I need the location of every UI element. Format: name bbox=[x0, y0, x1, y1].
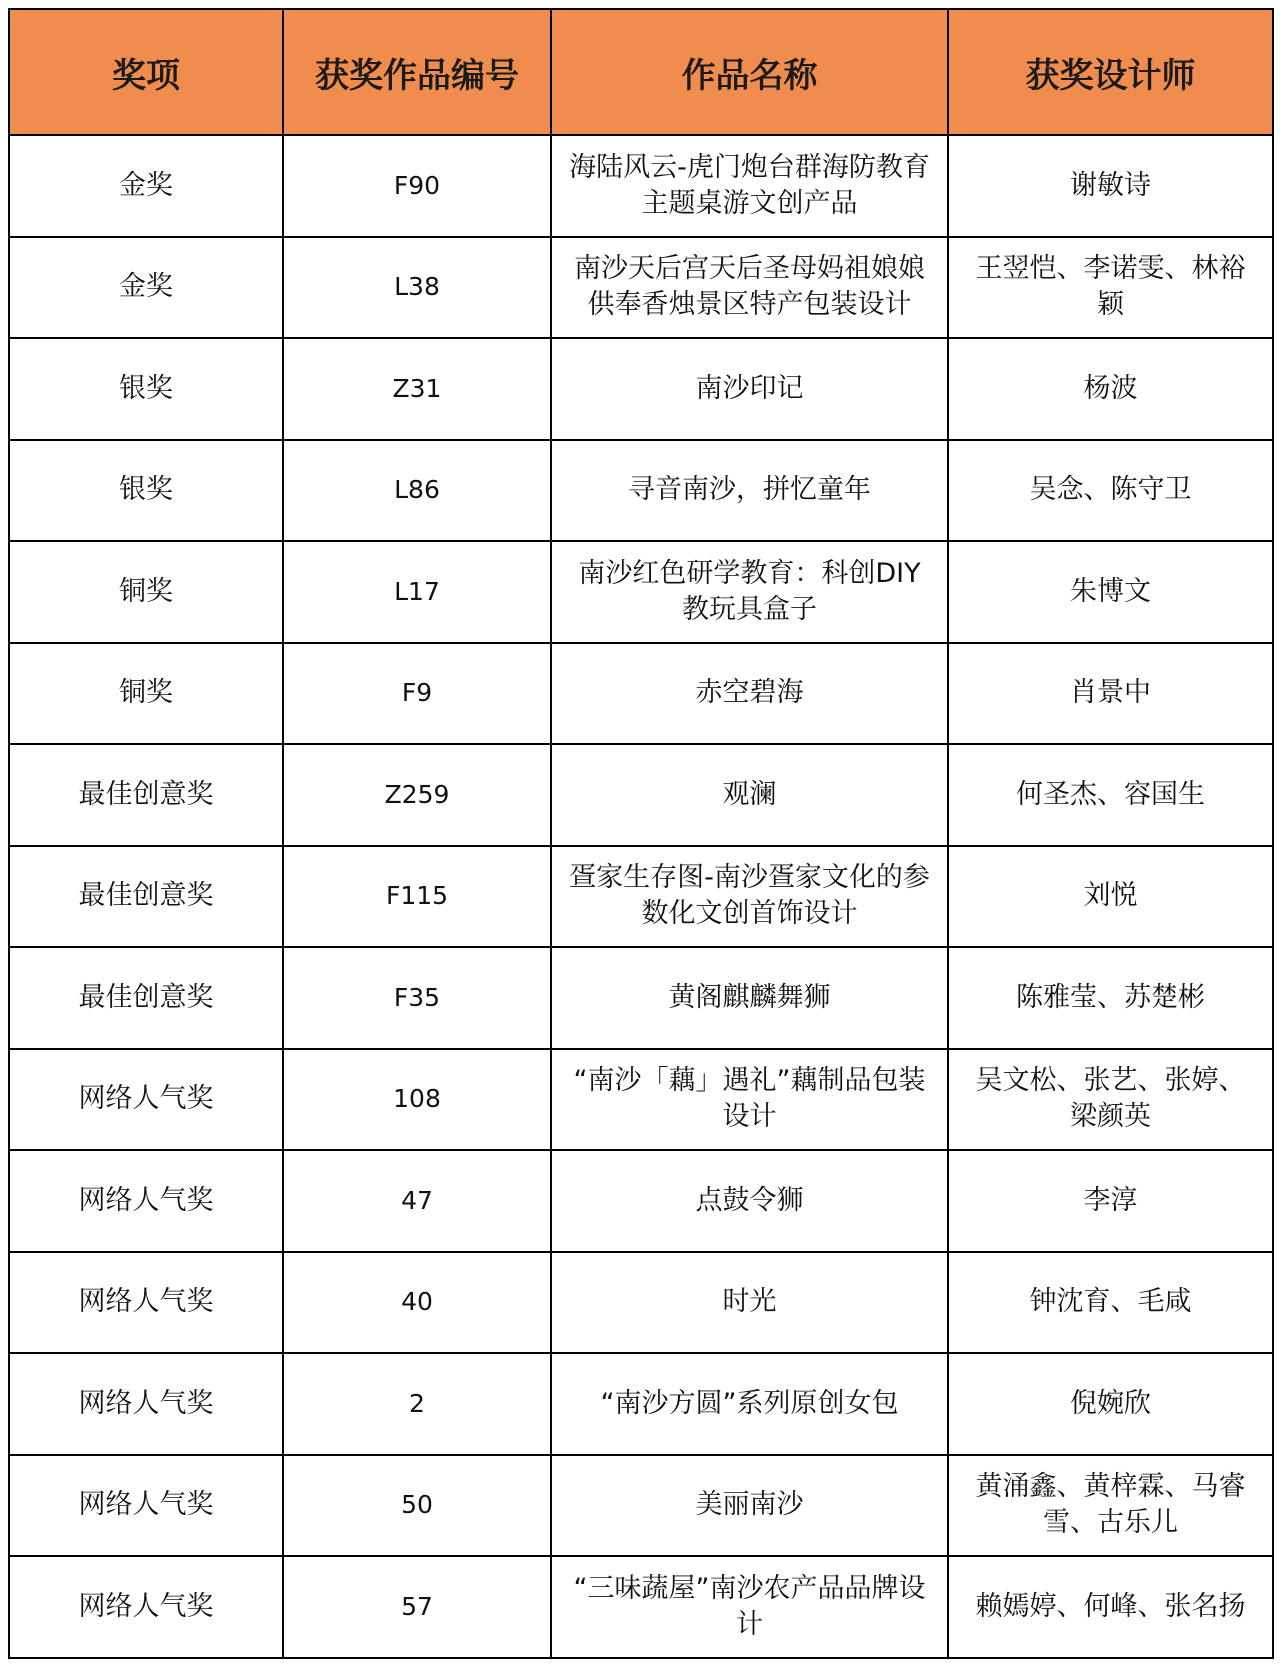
header-award: 奖项 bbox=[9, 9, 283, 135]
designer-cell: 刘悦 bbox=[948, 846, 1273, 948]
table-row bbox=[9, 846, 1273, 948]
work-name-cell: 观澜 bbox=[551, 744, 948, 846]
table-row bbox=[9, 643, 1273, 745]
work-name-cell: 海陆风云-虎门炮台群海防教育主题桌游文创产品 bbox=[551, 135, 948, 237]
designer-cell: 谢敏诗 bbox=[948, 135, 1273, 237]
designer-cell: 黄涌鑫、黄梓霖、马睿雪、古乐儿 bbox=[948, 1455, 1273, 1557]
designer-cell: 杨波 bbox=[948, 338, 1273, 440]
awards-table bbox=[8, 8, 1274, 1659]
work-code-cell: F115 bbox=[283, 846, 551, 948]
work-name-cell: 黄阁麒麟舞狮 bbox=[551, 947, 948, 1049]
work-name-cell: 疍家生存图-南沙疍家文化的参数化文创首饰设计 bbox=[551, 846, 948, 948]
work-code-cell: F9 bbox=[283, 643, 551, 745]
work-code-cell: 108 bbox=[283, 1049, 551, 1151]
designer-cell: 李淳 bbox=[948, 1150, 1273, 1252]
header-row bbox=[9, 9, 1273, 135]
header-work-code: 获奖作品编号 bbox=[283, 9, 551, 135]
designer-cell: 何圣杰、容国生 bbox=[948, 744, 1273, 846]
award-cell: 铜奖 bbox=[9, 643, 283, 745]
work-code-cell: 40 bbox=[283, 1252, 551, 1354]
designer-cell: 朱博文 bbox=[948, 541, 1273, 643]
work-name-cell: 赤空碧海 bbox=[551, 643, 948, 745]
award-cell: 金奖 bbox=[9, 237, 283, 339]
work-name-cell: 美丽南沙 bbox=[551, 1455, 948, 1557]
table-row bbox=[9, 338, 1273, 440]
work-code-cell: 47 bbox=[283, 1150, 551, 1252]
award-cell: 网络人气奖 bbox=[9, 1150, 283, 1252]
work-name-cell: 时光 bbox=[551, 1252, 948, 1354]
header-work-name: 作品名称 bbox=[551, 9, 948, 135]
work-name-cell: 点鼓令狮 bbox=[551, 1150, 948, 1252]
designer-cell: 吴念、陈守卫 bbox=[948, 440, 1273, 542]
table-row bbox=[9, 1556, 1273, 1658]
award-cell: 网络人气奖 bbox=[9, 1353, 283, 1455]
work-code-cell: L17 bbox=[283, 541, 551, 643]
designer-cell: 赖嫣婷、何峰、张名扬 bbox=[948, 1556, 1273, 1658]
work-name-cell: 南沙天后宫天后圣母妈祖娘娘供奉香烛景区特产包装设计 bbox=[551, 237, 948, 339]
designer-cell: 陈雅莹、苏楚彬 bbox=[948, 947, 1273, 1049]
table-row bbox=[9, 1353, 1273, 1455]
work-code-cell: F35 bbox=[283, 947, 551, 1049]
work-code-cell: Z259 bbox=[283, 744, 551, 846]
table-header bbox=[9, 9, 1273, 135]
designer-cell: 王翌恺、李诺雯、林裕颖 bbox=[948, 237, 1273, 339]
table-row bbox=[9, 1455, 1273, 1557]
award-cell: 银奖 bbox=[9, 338, 283, 440]
designer-cell: 肖景中 bbox=[948, 643, 1273, 745]
work-name-cell: 南沙红色研学教育：科创DIY教玩具盒子 bbox=[551, 541, 948, 643]
work-name-cell: 寻音南沙，拼忆童年 bbox=[551, 440, 948, 542]
table-row bbox=[9, 1150, 1273, 1252]
table-row bbox=[9, 440, 1273, 542]
table-row bbox=[9, 1049, 1273, 1151]
award-cell: 金奖 bbox=[9, 135, 283, 237]
work-code-cell: 50 bbox=[283, 1455, 551, 1557]
work-name-cell: “三味蔬屋”南沙农产品品牌设计 bbox=[551, 1556, 948, 1658]
table-row bbox=[9, 947, 1273, 1049]
work-name-cell: 南沙印记 bbox=[551, 338, 948, 440]
work-code-cell: L38 bbox=[283, 237, 551, 339]
award-cell: 最佳创意奖 bbox=[9, 947, 283, 1049]
table-row bbox=[9, 541, 1273, 643]
work-code-cell: 2 bbox=[283, 1353, 551, 1455]
table-row bbox=[9, 744, 1273, 846]
work-code-cell: L86 bbox=[283, 440, 551, 542]
work-code-cell: Z31 bbox=[283, 338, 551, 440]
work-code-cell: 57 bbox=[283, 1556, 551, 1658]
award-cell: 最佳创意奖 bbox=[9, 744, 283, 846]
award-cell: 网络人气奖 bbox=[9, 1049, 283, 1151]
award-cell: 网络人气奖 bbox=[9, 1455, 283, 1557]
work-name-cell: “南沙「藕」遇礼”藕制品包装设计 bbox=[551, 1049, 948, 1151]
work-name-cell: “南沙方圆”系列原创女包 bbox=[551, 1353, 948, 1455]
designer-cell: 吴文松、张艺、张婷、梁颜英 bbox=[948, 1049, 1273, 1151]
table-row bbox=[9, 135, 1273, 237]
award-cell: 铜奖 bbox=[9, 541, 283, 643]
table-body bbox=[9, 135, 1273, 1658]
header-designer: 获奖设计师 bbox=[948, 9, 1273, 135]
award-cell: 银奖 bbox=[9, 440, 283, 542]
designer-cell: 倪婉欣 bbox=[948, 1353, 1273, 1455]
award-cell: 网络人气奖 bbox=[9, 1556, 283, 1658]
award-cell: 网络人气奖 bbox=[9, 1252, 283, 1354]
designer-cell: 钟沈育、毛咸 bbox=[948, 1252, 1273, 1354]
work-code-cell: F90 bbox=[283, 135, 551, 237]
award-cell: 最佳创意奖 bbox=[9, 846, 283, 948]
table-row bbox=[9, 1252, 1273, 1354]
table-row bbox=[9, 237, 1273, 339]
